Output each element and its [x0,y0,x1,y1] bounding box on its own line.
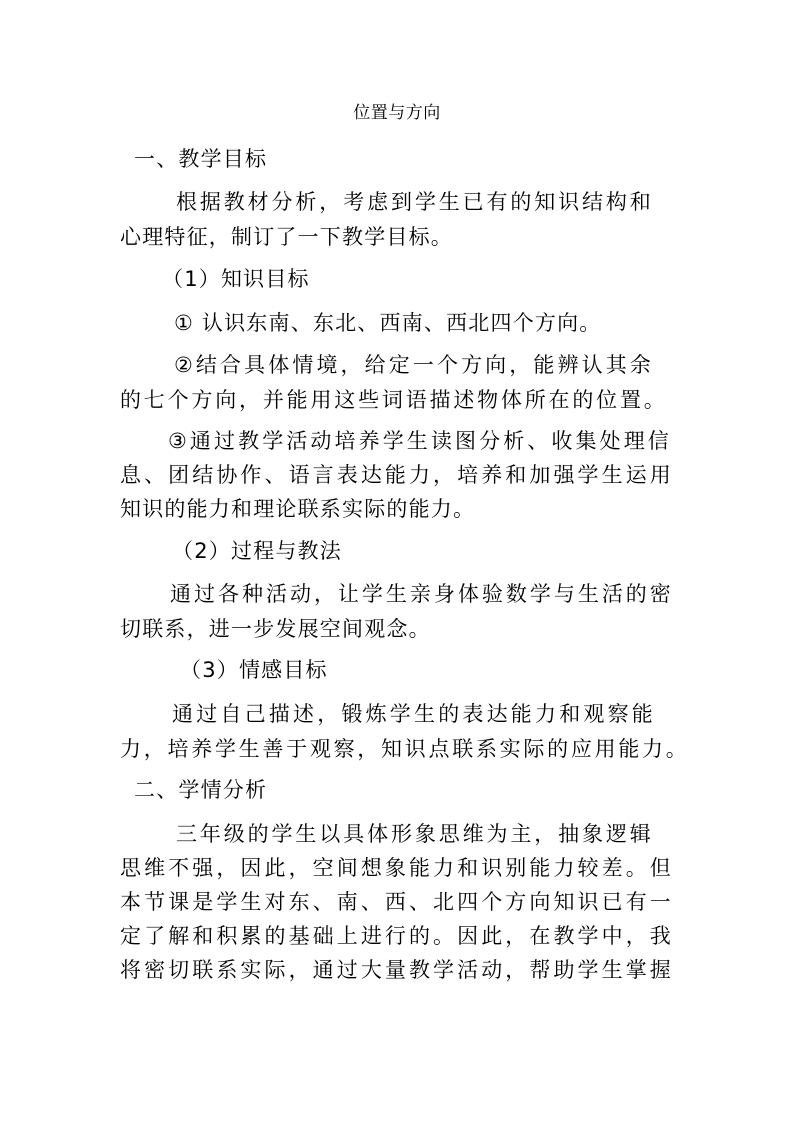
section1-intro-line2: 心理特征，制订了一下教学目标。 [120,225,453,249]
sub3-para-line2: 力，培养学生善于观察，知识点联系实际的应用能力。 [120,737,688,761]
sub1-item3-line2: 息、团结协作、语言表达能力，培养和加强学生运用 [120,463,672,487]
sub1-item2-line2: 的七个方向，并能用这些词语描述物体所在的位置。 [120,388,666,412]
section2-para-line4: 定了解和积累的基础上进行的。因此，在教学中，我 [120,924,672,948]
section2-heading: 二、学情分析 [134,778,268,802]
section1-heading: 一、教学目标 [134,147,268,171]
section2-para-line3: 本节课是学生对东、南、西、北四个方向知识已有一 [120,890,672,914]
section2-para-line5: 将密切联系实际，通过大量教学活动，帮助学生掌握 [120,958,672,982]
sub1-item3-line1: ③通过教学活动培养学生读图分析、收集处理信 [168,429,670,453]
section2-para-line1: 三年级的学生以具体形象思维为主，抽象逻辑 [176,822,652,846]
section2-para-line2: 思维不强，因此，空间想象能力和识别能力较差。但 [120,856,672,880]
sub3-heading: （3）情感目标 [180,658,328,682]
sub1-item1: ① 认识东南、东北、西南、西北四个方向。 [174,311,602,335]
sub2-para-line2: 切联系，进一步发展空间观念。 [120,617,431,641]
sub1-item3-line3: 知识的能力和理论联系实际的能力。 [120,497,476,521]
document-title: 位置与方向 [353,103,441,123]
sub1-heading: （1）知识目标 [162,267,310,291]
sub1-item2-line1: ②结合具体情境，给定一个方向，能辨认其余 [174,353,652,377]
sub3-para-line1: 通过自己描述，锻炼学生的表达能力和观察能 [172,702,654,726]
sub2-para-line1: 通过各种活动，让学生亲身体验数学与生活的密 [170,582,672,606]
section1-intro-line1: 根据教材分析，考虑到学生已有的知识结构和 [176,190,652,214]
sub2-heading: （2）过程与教法 [172,539,342,563]
